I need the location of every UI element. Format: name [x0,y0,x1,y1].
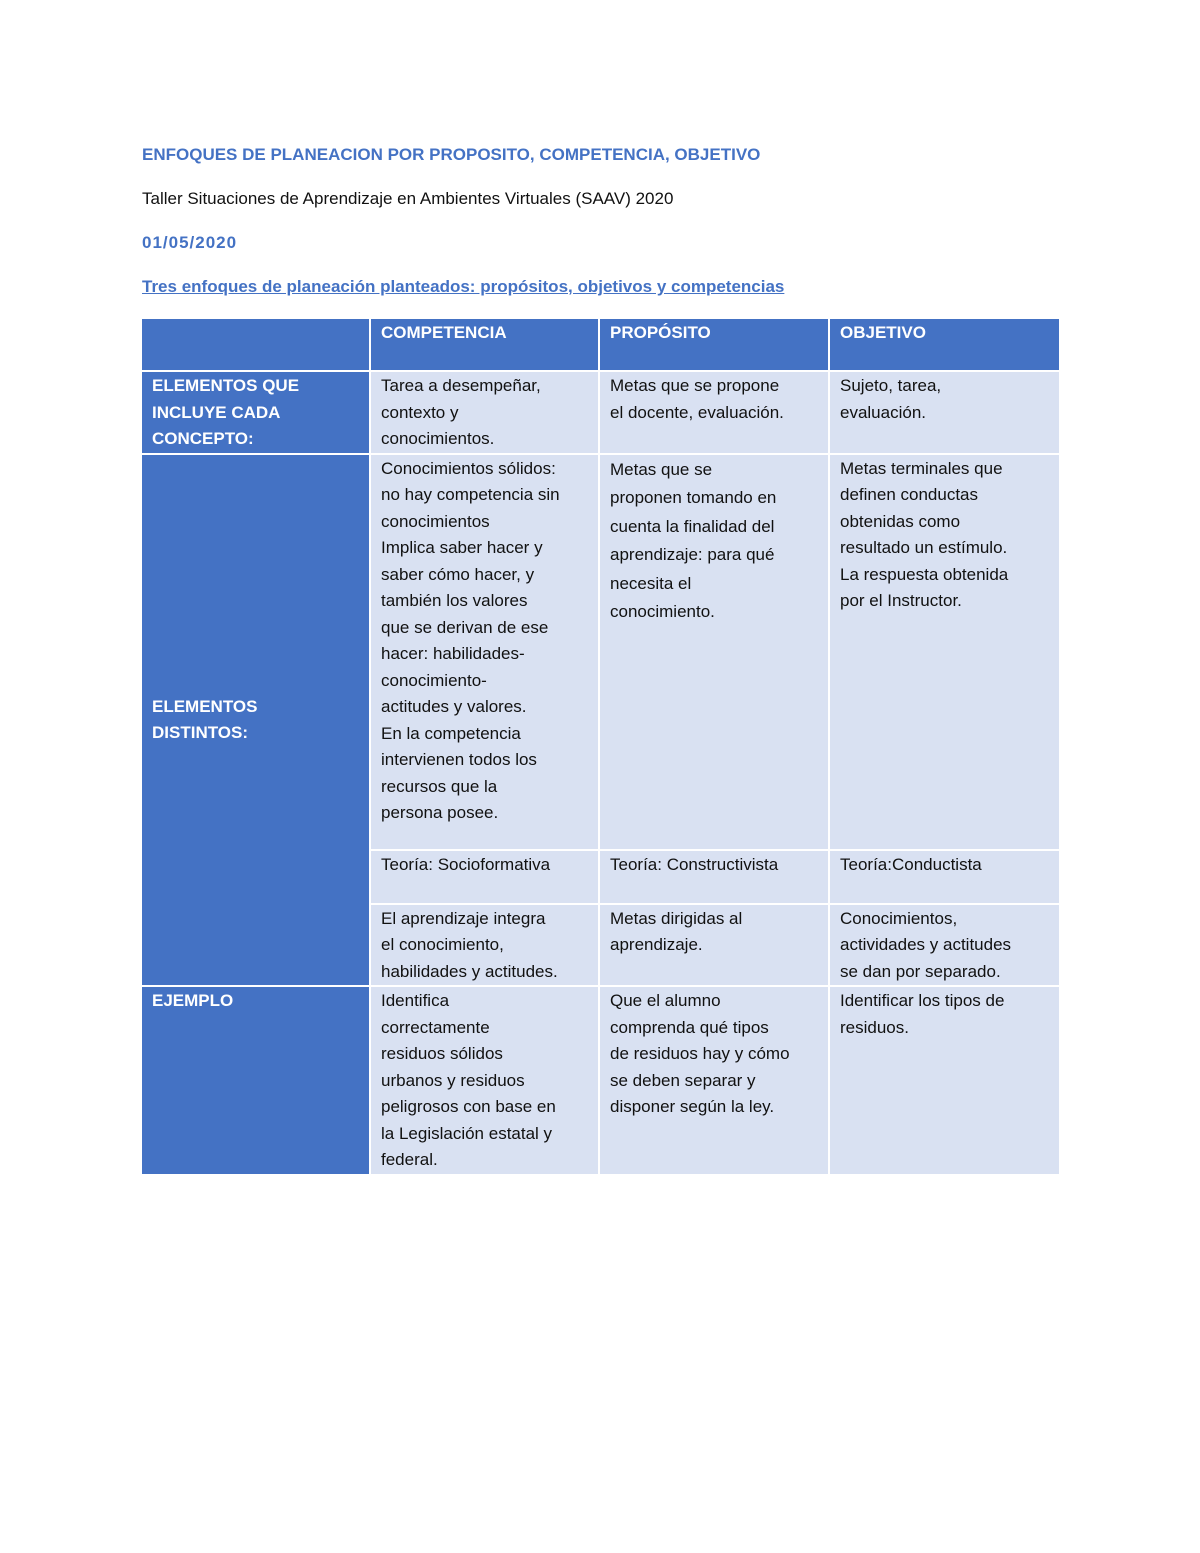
table-row-elementos-distintos [142,455,1059,851]
table-header-row [142,319,1059,372]
cell-ejemplo-proposito: Que el alumno comprenda qué tipos de residuos hay y cómo se deben separar y disponer según la ley. [600,987,830,1176]
document-title: ENFOQUES DE PLANEACION POR PROPOSITO, COMPETENCIA, OBJETIVO [142,145,761,164]
cell-competencia-elementos: Tarea a desempeñar, contexto y conocimientos. [371,372,600,455]
cell-proposito-distintos: Metas que se proponen tomando en cuenta la finalidad del aprendizaje: para qué necesita el conocimiento. [600,455,830,851]
cell-objetivo-elementos: Sujeto, tarea, evaluación. [830,372,1059,455]
cell-aprendizaje-proposito: Metas dirigidas al aprendizaje. [600,905,830,988]
planning-approaches-table [142,319,1059,1176]
header-cell-empty [142,319,371,372]
cell-aprendizaje-objetivo: Conocimientos, actividades y actitudes se dan por separado. [830,905,1059,988]
header-proposito: PROPÓSITO [600,319,830,372]
section-heading: Tres enfoques de planeación planteados: propósitos, objetivos y competencias [142,277,785,296]
table-row-elementos-incluye [142,372,1059,455]
row-label-elementos-incluye: ELEMENTOS QUE INCLUYE CADA CONCEPTO: [142,372,371,455]
header-competencia: COMPETENCIA [371,319,600,372]
cell-aprendizaje-competencia: El aprendizaje integra el conocimiento, habilidades y actitudes. [371,905,600,988]
row-label-elementos-distintos: ELEMENTOS DISTINTOS: [142,455,371,988]
header-objetivo: OBJETIVO [830,319,1059,372]
table-row-ejemplo [142,987,1059,1176]
document-subtitle: Taller Situaciones de Aprendizaje en Ambientes Virtuales (SAAV) 2020 [142,189,674,208]
cell-ejemplo-competencia: Identifica correctamente residuos sólidos urbanos y residuos peligrosos con base en la Legislación estatal y federal. [371,987,600,1176]
document-date: 01/05/2020 [142,233,238,252]
cell-proposito-elementos: Metas que se propone el docente, evaluación. [600,372,830,455]
cell-teoria-competencia: Teoría: Socioformativa [371,851,600,905]
cell-teoria-objetivo: Teoría:Conductista [830,851,1059,905]
cell-teoria-proposito: Teoría: Constructivista [600,851,830,905]
cell-competencia-distintos: Conocimientos sólidos: no hay competencia sin conocimientos Implica saber hacer y saber cómo hacer, y también los valores que se derivan de ese hacer: habilidades- conocimiento- actitudes y valores. En la competencia intervienen todos los recursos que la persona posee. [371,455,600,851]
cell-objetivo-distintos: Metas terminales que definen conductas obtenidas como resultado un estímulo. La respuesta obtenida por el Instructor. [830,455,1059,851]
cell-ejemplo-objetivo: Identificar los tipos de residuos. [830,987,1059,1176]
row-label-ejemplo: EJEMPLO [142,987,371,1176]
